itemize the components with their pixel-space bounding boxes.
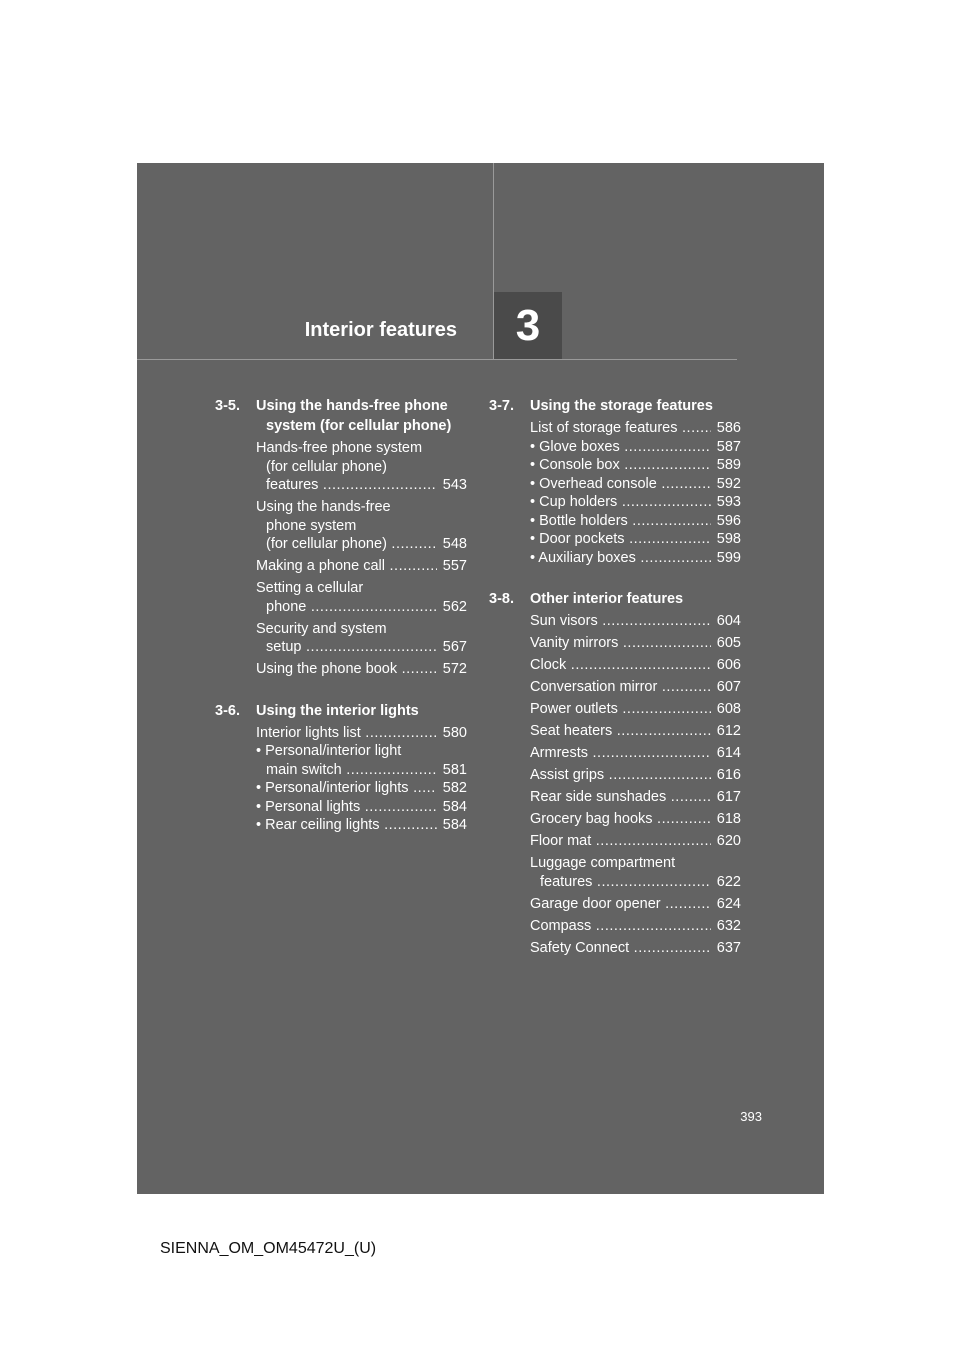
toc-entry[interactable]: Security and system setup ..... 567 xyxy=(256,620,467,657)
entry-page: 584 xyxy=(442,798,467,815)
entry-page: 580 xyxy=(442,724,467,741)
section-title: Other interior features xyxy=(530,591,684,607)
entry-page: 632 xyxy=(716,917,741,934)
entry-page: 562 xyxy=(442,598,467,615)
entry-page: 607 xyxy=(716,679,741,695)
section-entries xyxy=(256,439,467,679)
entry-page: 620 xyxy=(716,833,741,849)
section-number: 3-7. xyxy=(489,398,514,414)
toc-entry[interactable]: Grocery bag hooks ..... 618 xyxy=(530,810,741,829)
section-title: Using the hands-free phone system (for cellular phone) xyxy=(256,398,452,434)
entry-page: 598 xyxy=(716,531,741,547)
section-number: 3-6. xyxy=(215,702,240,719)
toc-entry[interactable]: Vanity mirrors ..... 605 xyxy=(530,634,741,653)
toc-entry[interactable]: Setting a cellular phone ..... 562 xyxy=(256,579,467,616)
entry-page: 572 xyxy=(442,661,467,677)
section-heading xyxy=(215,396,467,436)
toc-right-column xyxy=(489,396,741,979)
document-id-footer: SIENNA_OM_OM45472U_(U) xyxy=(160,1240,377,1257)
toc-entry[interactable]: Sun visors ..... 604 xyxy=(530,612,741,631)
toc-left-column xyxy=(215,396,467,857)
section-title: Using the interior lights xyxy=(256,702,419,719)
entry-page: 612 xyxy=(716,723,741,739)
entry-page: 599 xyxy=(716,549,741,566)
entry-page: 557 xyxy=(442,558,467,574)
entry-page: 614 xyxy=(716,745,741,761)
toc-entry[interactable]: • Personal/interior lights ..... 582 xyxy=(256,779,467,798)
toc-entry[interactable]: • Rear ceiling lights ..... 584 xyxy=(256,816,467,835)
entry-page: 586 xyxy=(716,420,741,436)
toc-entry[interactable]: Making a phone call ..... 557 xyxy=(256,557,467,576)
toc-entry[interactable]: • Console box ..... 589 xyxy=(530,456,741,475)
entry-page: 596 xyxy=(716,512,741,529)
toc-entry[interactable]: Seat heaters ..... 612 xyxy=(530,722,741,741)
entry-page: 624 xyxy=(716,895,741,912)
toc-entry[interactable]: Conversation mirror ..... 607 xyxy=(530,678,741,697)
toc-entry[interactable]: Armrests ..... 614 xyxy=(530,744,741,763)
chapter-number: 3 xyxy=(494,292,562,359)
entry-page: 616 xyxy=(716,767,741,783)
toc-entry[interactable]: Rear side sunshades ..... 617 xyxy=(530,788,741,807)
section-entries xyxy=(530,612,741,957)
entry-page: 605 xyxy=(716,635,741,651)
toc-entry[interactable]: Power outlets ..... 608 xyxy=(530,700,741,719)
entry-page: 622 xyxy=(716,873,741,890)
toc-entry[interactable]: • Door pockets ..... 598 xyxy=(530,530,741,549)
toc-entry[interactable]: • Personal/interior light main switch ..... 581 xyxy=(256,742,467,779)
entry-page: 604 xyxy=(716,613,741,629)
entry-page: 587 xyxy=(716,438,741,455)
toc-section-3-5 xyxy=(215,396,467,679)
toc-entry[interactable]: Floor mat ..... 620 xyxy=(530,832,741,851)
page-number: 393 xyxy=(740,1109,762,1124)
toc-section-3-6 xyxy=(215,701,467,835)
toc-entry[interactable]: • Overhead console ..... 592 xyxy=(530,475,741,494)
entry-page: 593 xyxy=(716,494,741,510)
entry-page: 592 xyxy=(716,475,741,492)
toc-section-3-8 xyxy=(489,589,741,957)
section-heading xyxy=(215,701,467,721)
entry-page: 589 xyxy=(716,457,741,473)
entry-page: 617 xyxy=(716,789,741,805)
toc-entry[interactable]: Using the hands-free phone system (for cellular phone) ..... 548 xyxy=(256,498,467,554)
toc-entry[interactable]: Garage door opener ..... 624 xyxy=(530,895,741,914)
toc-entry[interactable]: • Glove boxes ..... 587 xyxy=(530,438,741,457)
toc-entry[interactable]: • Bottle holders ..... 596 xyxy=(530,512,741,531)
toc-entry[interactable]: Using the phone book ..... 572 xyxy=(256,660,467,679)
entry-page: 543 xyxy=(442,477,467,493)
section-number: 3-8. xyxy=(489,591,514,607)
chapter-title: Interior features xyxy=(304,319,457,341)
entry-page: 581 xyxy=(442,761,467,778)
entry-page: 582 xyxy=(442,780,467,796)
section-entries xyxy=(256,724,467,835)
section-entries xyxy=(530,419,741,567)
section-number: 3-5. xyxy=(215,398,240,414)
toc-entry[interactable]: • Auxiliary boxes ..... 599 xyxy=(530,549,741,568)
toc-entry[interactable]: Assist grips ..... 616 xyxy=(530,766,741,785)
section-title: Using the storage features xyxy=(530,398,713,414)
toc-entry[interactable]: Compass ..... 632 xyxy=(530,917,741,936)
toc-entry[interactable]: Hands-free phone system (for cellular phone) features ..... 543 xyxy=(256,439,467,495)
entry-page: 618 xyxy=(716,811,741,827)
entry-page: 608 xyxy=(716,701,741,717)
header-horizontal-rule xyxy=(137,359,737,360)
toc-entry[interactable]: • Cup holders ..... 593 xyxy=(530,493,741,512)
manual-page xyxy=(137,163,824,1194)
toc-entry[interactable]: Luggage compartment features ..... 622 xyxy=(530,854,741,891)
toc-entry[interactable]: List of storage features ..... 586 xyxy=(530,419,741,438)
toc-entry[interactable]: • Personal lights ..... 584 xyxy=(256,798,467,817)
entry-page: 606 xyxy=(716,657,741,673)
entry-page: 548 xyxy=(442,536,467,552)
toc-section-3-7 xyxy=(489,396,741,567)
toc-entry[interactable]: Interior lights list ..... 580 xyxy=(256,724,467,743)
entry-page: 567 xyxy=(442,639,467,655)
entry-page: 584 xyxy=(442,817,467,833)
toc-entry[interactable]: Safety Connect ..... 637 xyxy=(530,939,741,958)
entry-page: 637 xyxy=(716,939,741,956)
section-heading xyxy=(489,396,741,416)
section-heading xyxy=(489,589,741,609)
toc-entry[interactable]: Clock ..... 606 xyxy=(530,656,741,675)
